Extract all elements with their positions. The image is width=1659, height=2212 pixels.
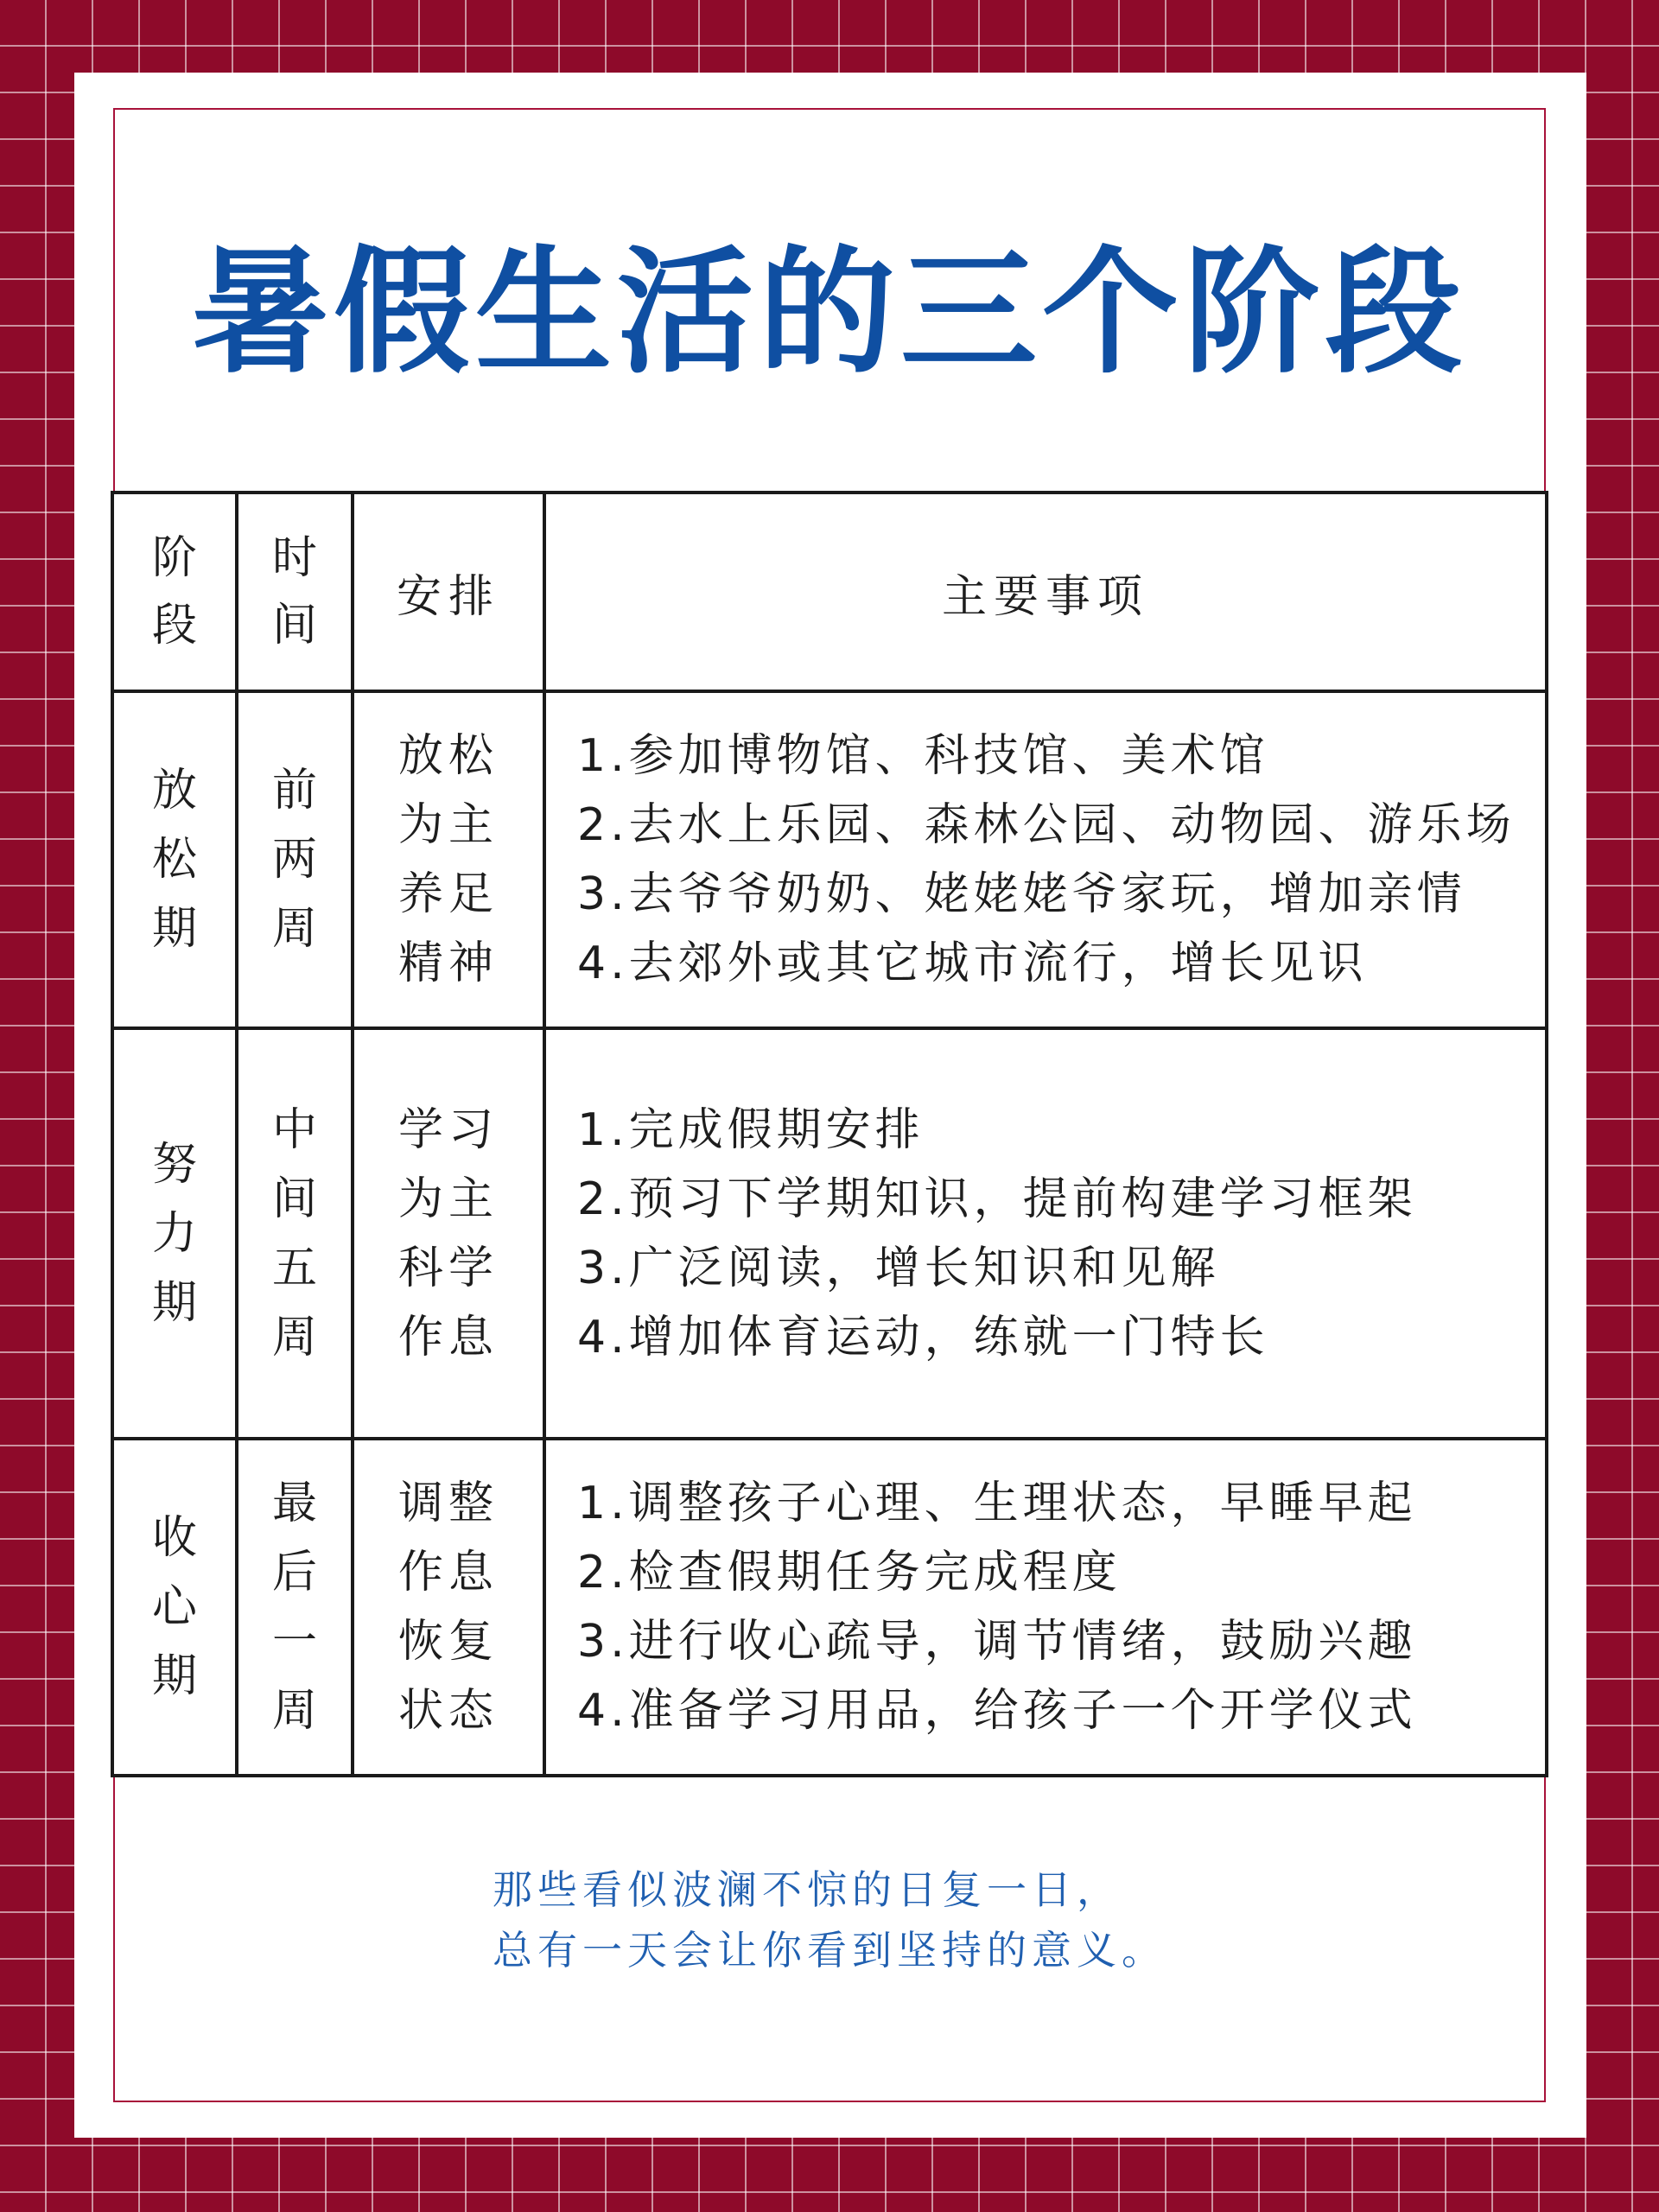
list-item: 3.进行收心疏导，调节情绪，鼓励兴趣 bbox=[577, 1616, 1417, 1668]
table-row bbox=[112, 691, 1547, 1028]
header-plan: 安排 bbox=[353, 493, 544, 691]
stage-cell: 放松期 bbox=[112, 691, 237, 1028]
stages-table bbox=[111, 491, 1548, 1777]
list-item: 4.准备学习用品，给孩子一个开学仪式 bbox=[577, 1685, 1417, 1737]
list-item: 2.预习下学期知识，提前构建学习框架 bbox=[577, 1173, 1417, 1225]
table-row bbox=[112, 1439, 1547, 1776]
page-title: 暑假生活的三个阶段 bbox=[192, 233, 1467, 392]
list-item: 1.参加博物馆、科技馆、美术馆 bbox=[577, 730, 1269, 782]
table-row bbox=[112, 1028, 1547, 1439]
items-cell bbox=[544, 1439, 1547, 1776]
list-item: 1.调整孩子心理、生理状态，早睡早起 bbox=[577, 1478, 1417, 1529]
footer-line-1: 那些看似波澜不惊的日复一日， bbox=[493, 1866, 1122, 1913]
plan-cell: 放松为主养足精神 bbox=[353, 691, 544, 1028]
time-cell: 最后一周 bbox=[237, 1439, 353, 1776]
items-list bbox=[577, 1096, 1545, 1372]
table-header-row bbox=[112, 493, 1547, 691]
plan-cell: 学习为主科学作息 bbox=[353, 1028, 544, 1439]
list-item: 4.增加体育运动，练就一门特长 bbox=[577, 1311, 1269, 1363]
stage-cell: 努力期 bbox=[112, 1028, 237, 1439]
time-cell: 中间五周 bbox=[237, 1028, 353, 1439]
items-cell bbox=[544, 691, 1547, 1028]
list-item: 3.广泛阅读，增长知识和见解 bbox=[577, 1242, 1220, 1294]
list-item: 4.去郊外或其它城市流行，增长见识 bbox=[577, 938, 1368, 989]
footer-quote bbox=[493, 1859, 1166, 1980]
header-items: 主要事项 bbox=[544, 493, 1547, 691]
list-item: 2.检查假期任务完成程度 bbox=[577, 1547, 1122, 1599]
list-item: 1.完成假期安排 bbox=[577, 1103, 925, 1156]
list-item: 3.去爷爷奶奶、姥姥姥爷家玩，增加亲情 bbox=[577, 868, 1466, 920]
list-item: 2.去水上乐园、森林公园、动物园、游乐场 bbox=[577, 799, 1516, 851]
items-list bbox=[577, 721, 1545, 998]
items-list bbox=[577, 1469, 1545, 1745]
footer-line-2: 总有一天会让你看到坚持的意义。 bbox=[493, 1927, 1166, 1974]
time-cell: 前两周 bbox=[237, 691, 353, 1028]
header-stage: 阶段 bbox=[112, 493, 237, 691]
plan-cell: 调整作息恢复状态 bbox=[353, 1439, 544, 1776]
items-cell bbox=[544, 1028, 1547, 1439]
header-time: 时间 bbox=[237, 493, 353, 691]
stage-cell: 收心期 bbox=[112, 1439, 237, 1776]
